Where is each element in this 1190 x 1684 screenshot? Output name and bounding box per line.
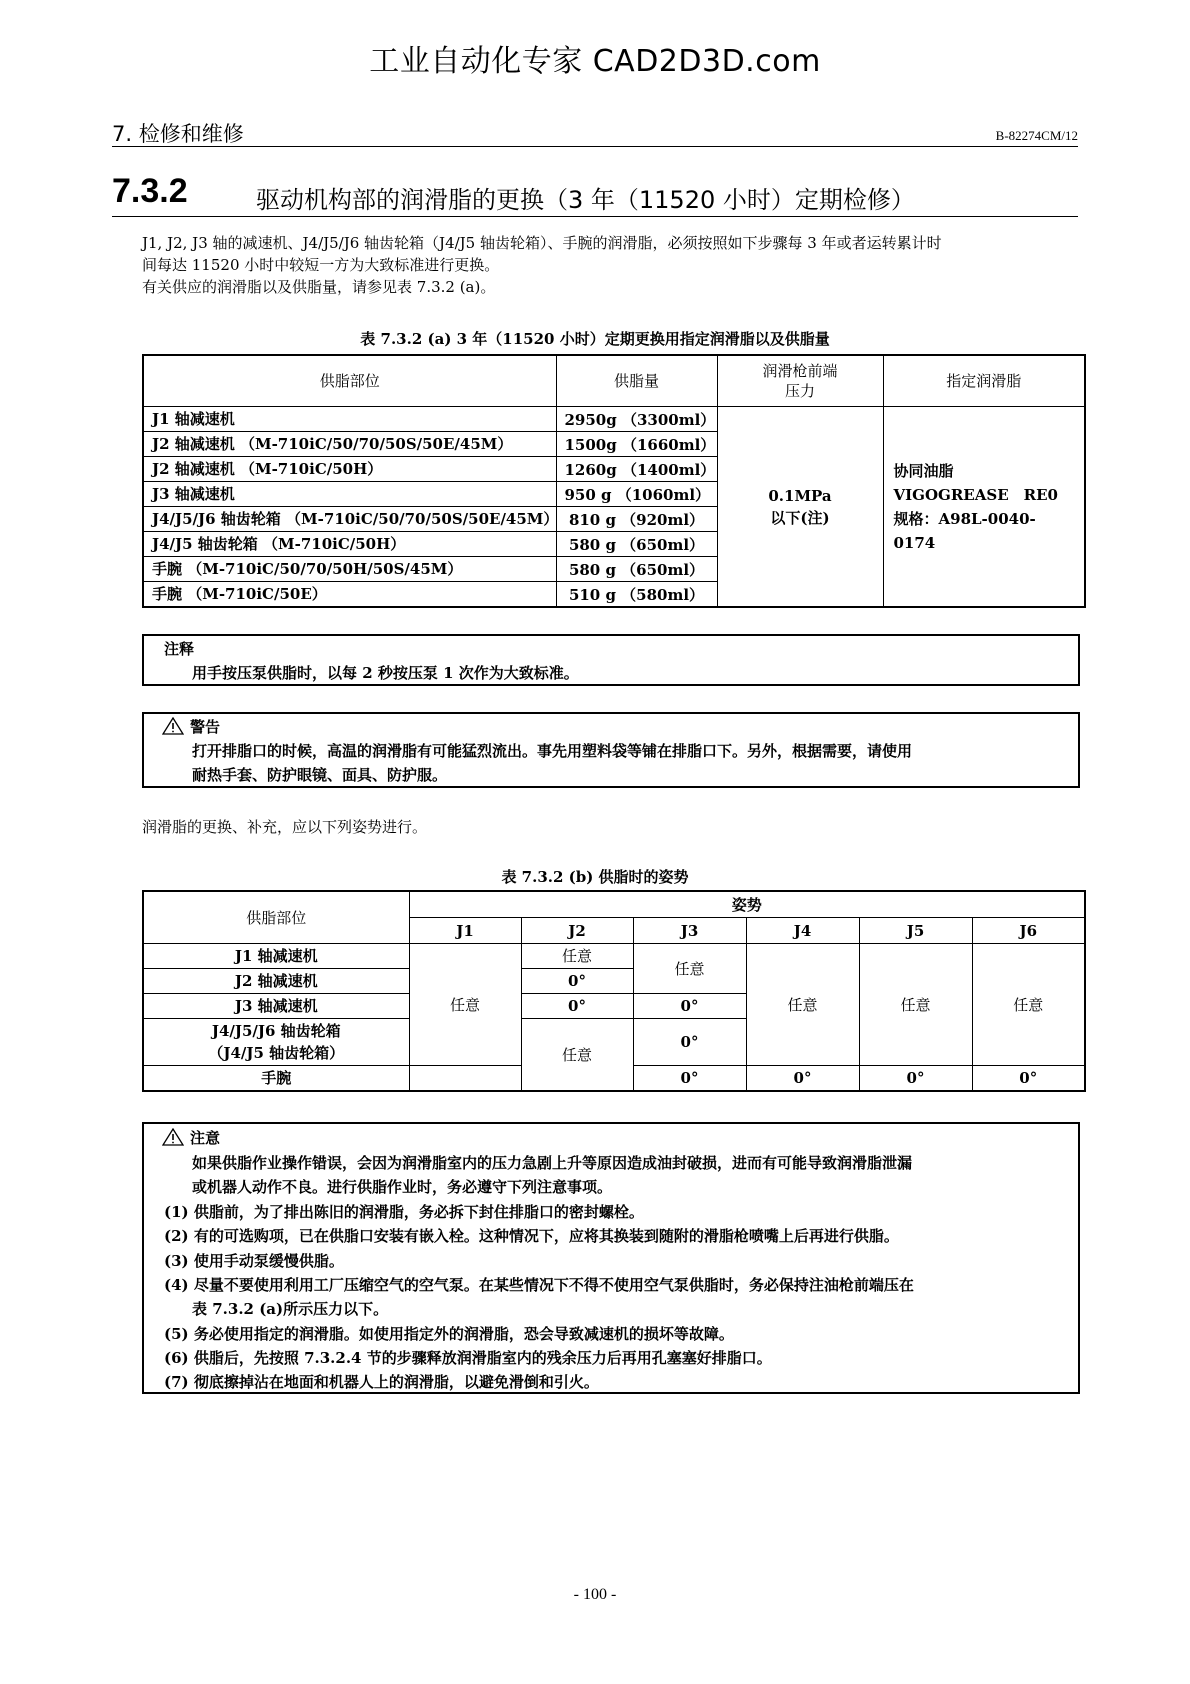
warning-triangle-icon (162, 717, 184, 735)
row-amount: 510 g （580ml） (556, 582, 717, 608)
caution-item: (2) 有的可选购项，已在供脂口安装有嵌入栓。这种情况下，应将其换装到随附的滑脂枪喷嘴上后再进行供脂。 (164, 1227, 899, 1245)
header-amount: 供脂量 (556, 355, 717, 407)
note-text: 用手按压泵供脂时，以每 2 秒按压泵 1 次作为大致标准。 (192, 664, 579, 682)
wrist-j1-cell (409, 1066, 521, 1092)
warning-line-2: 耐热手套、防护眼镜、面具、防护服。 (192, 766, 448, 784)
j5-cell: 0° (859, 1066, 972, 1092)
intro-line-1: J1, J2, J3 轴的减速机、J4/J5/J6 轴齿轮箱（J4/J5 轴齿轮箱）、手腕的润滑脂，必须按照如下步骤每 3 年或者运转累计时 (142, 234, 942, 252)
header-axis-j1: J1 (409, 918, 521, 944)
header-part: 供脂部位 (143, 355, 556, 407)
grease-amount-table (142, 354, 1086, 608)
caution-item: (6) 供脂后，先按照 7.3.2.4 节的步骤释放润滑脂室内的残余压力后再用孔塞塞好排脂口。 (164, 1349, 772, 1367)
watermark-text: 工业自动化专家 CAD2D3D.com (369, 44, 821, 79)
row-part: 手腕 （M-710iC/50/70/50H/50S/45M） (143, 557, 556, 582)
caution-intro-1: 如果供脂作业操作错误，会因为润滑脂室内的压力急剧上升等原因造成油封破损，进而有可能导致润滑脂泄漏 (192, 1154, 913, 1172)
table-a-caption: 表 7.3.2 (a) 3 年（11520 小时）定期更换用指定润滑脂以及供脂量 (360, 330, 830, 348)
row-part: 手腕 （M-710iC/50E） (143, 582, 556, 608)
header-axis-j2: J2 (521, 918, 633, 944)
row-part: 手腕 (143, 1066, 409, 1092)
header-axis-j5: J5 (859, 918, 972, 944)
caution-box (142, 1122, 1080, 1394)
section-number: 7.3.2 (112, 172, 188, 210)
row-amount: 1500g （1660ml） (556, 432, 717, 457)
chapter-heading: 7. 检修和维修 (112, 122, 244, 146)
posture-table (142, 890, 1086, 1092)
j6-any-cell: 任意 (972, 944, 1085, 1066)
table-row (143, 944, 1085, 969)
intro-line-3: 有关供应的润滑脂以及供脂量，请参见表 7.3.2 (a)。 (142, 278, 496, 296)
header-axis-j3: J3 (633, 918, 746, 944)
j3-cell: 0° (633, 1066, 746, 1092)
row-part: J4/J5 轴齿轮箱 （M-710iC/50H） (143, 532, 556, 557)
section-title: 驱动机构部的润滑脂的更换（3 年（11520 小时）定期检修） (256, 186, 915, 214)
header-axis-j6: J6 (972, 918, 1085, 944)
pressure-cell: 0.1MPa 以下(注) (717, 407, 883, 608)
caution-item: (1) 供脂前，为了排出陈旧的润滑脂，务必拆下封住排脂口的密封螺栓。 (164, 1203, 644, 1221)
intro-line-2: 间每达 11520 小时中较短一方为大致标准进行更换。 (142, 256, 500, 274)
table-header-row (143, 355, 1085, 407)
warning-title-row (162, 716, 220, 737)
document-number: B-82274CM/12 (995, 128, 1078, 143)
caution-item: (7) 彻底擦掉沾在地面和机器人上的润滑脂，以避免滑倒和引火。 (164, 1373, 599, 1391)
note-box (142, 634, 1080, 686)
j6-cell: 0° (972, 1066, 1085, 1092)
j1-any-cell: 任意 (409, 944, 521, 1066)
row-part: J3 轴减速机 (143, 482, 556, 507)
j2-cell: 任意 (521, 944, 633, 969)
row-part: J4/J5/J6 轴齿轮箱 （M-710iC/50/70/50S/50E/45M） (143, 507, 556, 532)
row-part: J3 轴减速机 (143, 994, 409, 1019)
j2-any-cell: 任意 (521, 1019, 633, 1092)
grease-cell: 协同油脂 VIGOGREASE RE0 规格：A98L-0040-0174 (883, 407, 1085, 608)
table-row (143, 407, 1085, 432)
row-amount: 1260g （1400ml） (556, 457, 717, 482)
caution-item: (3) 使用手动泵缓慢供脂。 (164, 1252, 344, 1270)
caution-item: (5) 务必使用指定的润滑脂。如使用指定外的润滑脂，恐会导致减速机的损坏等故障。 (164, 1325, 734, 1343)
warning-box (142, 712, 1080, 788)
row-amount: 2950g （3300ml） (556, 407, 717, 432)
row-part: J1 轴减速机 (143, 944, 409, 969)
table-header-row (143, 891, 1085, 918)
row-amount: 810 g （920ml） (556, 507, 717, 532)
warning-title: 警告 (190, 718, 221, 736)
caution-item-continued: 表 7.3.2 (a)所示压力以下。 (192, 1300, 389, 1318)
row-amount: 950 g （1060ml） (556, 482, 717, 507)
row-part: J1 轴减速机 (143, 407, 556, 432)
row-part: J4/J5/J6 轴齿轮箱 （J4/J5 轴齿轮箱） (143, 1019, 409, 1066)
caution-title: 注意 (190, 1129, 221, 1147)
caution-triangle-icon (162, 1128, 184, 1146)
warning-line-1: 打开排脂口的时候，高温的润滑脂有可能猛烈流出。事先用塑料袋等铺在排脂口下。另外，根据需要，请使用 (192, 742, 913, 760)
table-b-caption: 表 7.3.2 (b) 供脂时的姿势 (501, 868, 689, 886)
header-axis-j4: J4 (746, 918, 859, 944)
section-rule (112, 216, 1078, 217)
caution-item: (4) 尽量不要使用利用工厂压缩空气的空气泵。在某些情况下不得不使用空气泵供脂时，务必保持注油枪前端压在 (164, 1276, 914, 1294)
posture-intro: 润滑脂的更换、补充，应以下列姿势进行。 (142, 818, 428, 836)
j3-cell: 0° (633, 1019, 746, 1066)
header-rule (112, 146, 1078, 147)
j2-cell: 0° (521, 969, 633, 994)
j3-cell: 0° (633, 994, 746, 1019)
header-part: 供脂部位 (143, 891, 409, 944)
header-posture: 姿势 (409, 891, 1085, 918)
header-grease: 指定润滑脂 (883, 355, 1085, 407)
caution-intro-2: 或机器人动作不良。进行供脂作业时，务必遵守下列注意事项。 (192, 1178, 613, 1196)
j4-any-cell: 任意 (746, 944, 859, 1066)
j4-cell: 0° (746, 1066, 859, 1092)
caution-title-row (162, 1127, 220, 1148)
row-amount: 580 g （650ml） (556, 532, 717, 557)
note-title: 注释 (164, 640, 195, 658)
row-part: J2 轴减速机 （M-710iC/50H） (143, 457, 556, 482)
j5-any-cell: 任意 (859, 944, 972, 1066)
row-part: J2 轴减速机 (143, 969, 409, 994)
j3-any-cell: 任意 (633, 944, 746, 994)
page-number: - 100 - (573, 1586, 617, 1603)
j2-cell: 0° (521, 994, 633, 1019)
row-part: J2 轴减速机 （M-710iC/50/70/50S/50E/45M） (143, 432, 556, 457)
row-amount: 580 g （650ml） (556, 557, 717, 582)
header-pressure: 润滑枪前端 压力 (717, 355, 883, 407)
